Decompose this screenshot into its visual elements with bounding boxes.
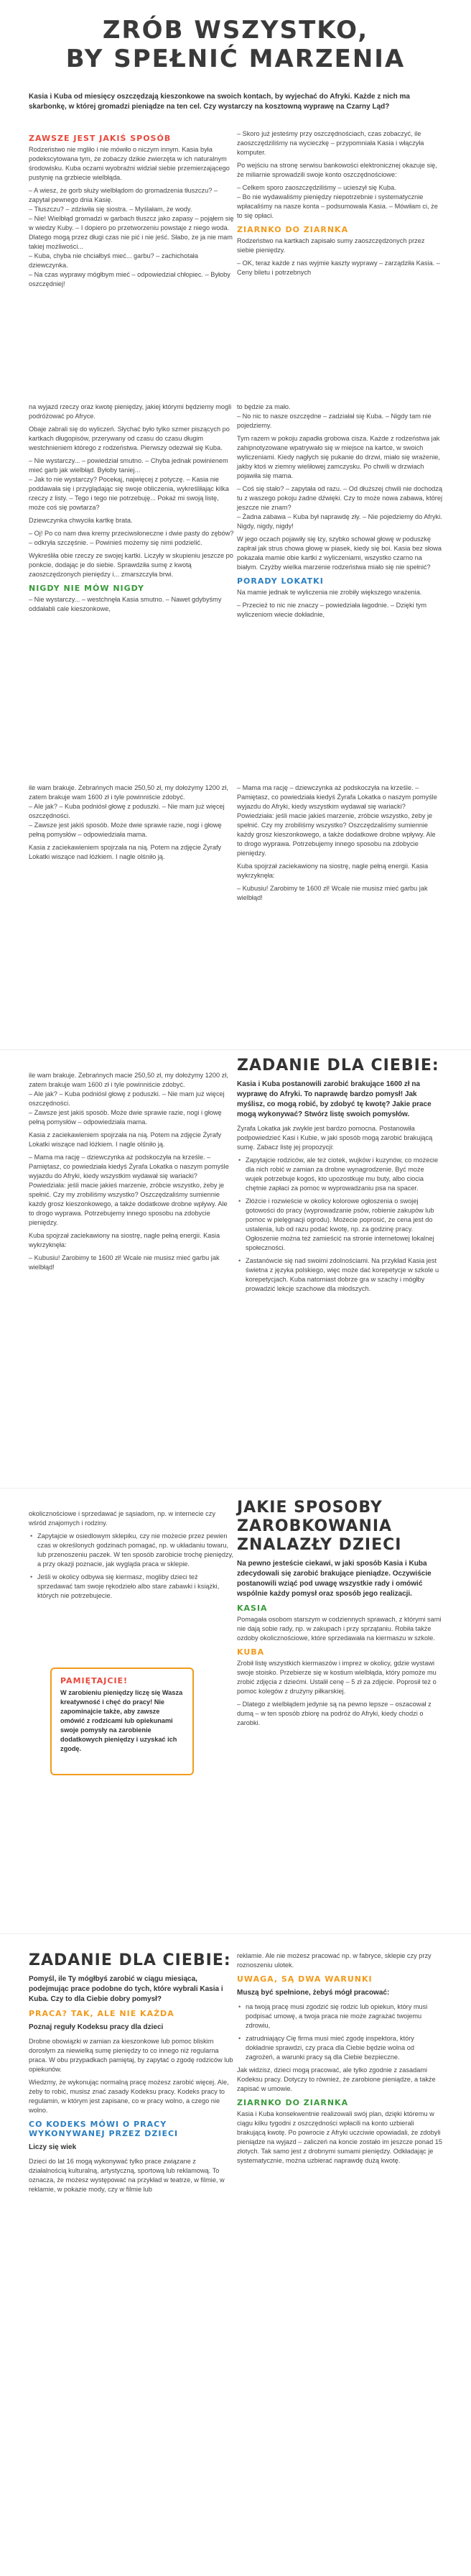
list-item: • Zapytajcie w osiedlowym sklepiku, czy nie możecie przez pewien czas w określonych godzinach pomagać, np. w układaniu towaru, lub przenoszeniu paczek. W ten sposób zarobicie trochę pieniędzy, a przy okazji poznacie, jak wygląda praca w sklepie.: [29, 1532, 234, 1569]
paragraph: Obaje zabrali się do wyliczeń. Słychać było tylko szmer piszących po kartkach długopisów, przerywany od czasu do czasu długim westchnieniem którego z rodzeństwa. Pierwszy odezwał się Kuba.: [29, 426, 230, 451]
divider: [0, 1933, 471, 1934]
paragraph: – Kubusiu! Zarobimy te 1600 zł! Wcale nie musisz mieć garbu jak wielbłąd!: [29, 1254, 220, 1271]
task-for-you-title: ZADANIE DLA CIEBIE:: [237, 1057, 439, 1075]
paragraph: ile wam brakuje. Zebrańnych macie 250,50 zł, my dołożymy 1200 zł, zatem brakuje wam 1600 zł i tyle powinniście zdobyć. – Ale jak? – Kuba podniósł głowę z poduszki. – Nie mam już więcej oszczędności. – Zawsze jest jakiś sposób. Może dwie sprawie razie, nogi i głowę pełną pomysłów – odpowiedziała mama.: [29, 784, 228, 838]
paragraph: Tym razem w pokoju zapadła grobowa cisza. Każde z rodzeństwa jak zahipnotyzowane wpatrywało się w miejsce na kartce, w swoich wyliczeniami. Kiedy nagłych się pukanie do drzwi, miało się wrażenie, jakby ktoś w ziemny wieliłowej zamczysku. Po chwili w drzwiach pojawiła się mama.: [237, 435, 440, 479]
heading-two-conditions: UWAGA, SĄ DWA WARUNKI: [237, 1974, 373, 1984]
section6-left: [29, 1951, 234, 2198]
paragraph: Rodzeństwo nie mgliło i nie mówiło o niczym innym. Kasia była podekscytowana tym, że zobaczy dzikie zwierzęta w ich naturalnym środowisku. Kuba oczami wyobraźni widział siebie przemierzającego pustynię na grzbiecie wielbłąda.: [29, 146, 230, 181]
paragraph: ile wam brakuje. Zebrańnych macie 250,50 zł, my dołożymy 1200 zł, zatem brakuje wam 1600 zł i tyle powinniście zdobyć. – Ale jak? – Kuba podniósł głowę z poduszki. – Nie mam już więcej oszczędności. – Zawsze jest jakiś sposób. Może dwie sprawie razie, nogi i głowę pełną pomysłów – odpowiedziała mama.: [29, 1072, 228, 1126]
section1-left: [29, 129, 234, 293]
section5-left: [29, 1509, 234, 1604]
list-item: • Zapytajcie rodziców, ale też ciotek, wujków i kuzynów, co możecie dla nich robić w zamian za drobne wynagrodzenie. Być może wujek potrzebuje kogoś, kto upozostkuje mu buty, albo ciocia chętnie zapłaci za pomoc w wyprowadzaniu psa na spacer.: [237, 1156, 442, 1193]
task-for-you-title-2: ZADANIE DLA CIEBIE:: [29, 1951, 231, 1969]
section4-right: [237, 1057, 442, 1297]
paragraph: – Mama ma rację – dziewczynka aż podskoczyła na krześle. – Pamiętasz, co powiedziała kiedyś Żyrafa Lokatka o naszym pomyśle wyjazdu do Afryki, kiedy wszystkim wydawał się wariacki? Powiedziała: jeśli macie jakieś marzenie, zróbcie wszystko, żeby je spełnić. Czy my zrobiliśmy wszystko? Oszczędzaliśmy sumiennie każdy grosz kieszonkowego, a także dodatkowe drobne wpływy. Ale to drogo wyprawa. Potrzebujemy innego sposobu na zdobycie pieniędzy.: [29, 1154, 229, 1226]
heading-labour-code-children: CO KODEKS MÓWI O PRACY WYKONYWANEJ PRZEZ DZIECI: [29, 2120, 179, 2138]
divider: [0, 1488, 471, 1489]
task-intro-2: Pomyśl, ile Ty mógłbyś zarobić w ciągu miesiąca, podejmując prace podobne do tych, które wybrali Kasia i Kuba. Czy to dla Ciebie dobry pomysł?: [29, 1975, 223, 2003]
list-item: • Jeśli w okolicy odbywa się kiermasz, mogliby dzieci też sprzedawać tam swoje rękodzieło albo stare zabawki i książki, których nie potrzebujecie.: [29, 1573, 234, 1601]
paragraph: Kasia z zaciekawieniem spojrzała na nią. Potem na zdjęcie Żyrafy Lokatki wiszące nad łóżkiem. I nagle olśniło ją.: [29, 1131, 222, 1148]
paragraph: Wiedzmy, że wykonując normalną pracę możesz zarobić więcej. Ale, żeby to robić, musisz znać zasady Kodeksu pracy. Kodeks pracy to regulamin, w którym jest zapisane, co w pracy wolno, a czego nie wolno.: [29, 2079, 229, 2114]
title-line-1: ZRÓB WSZYSTKO,: [102, 16, 369, 45]
list-item: • Zastanówcie się nad swoimi zdolnościami. Na przykład Kasia jest świetna z języka polskiego, więc może dać korepetycje w szkole u korepetycjach. Kuba natomiast dobrze gra w szachy i mógłby prowadzić lekcje szachowe dla młodszych.: [237, 1256, 442, 1294]
paragraph: – Coś się stało? – zapytała od razu. – Od dłuższej chwili nie dochodzą tu z waszego pokoju żadne dźwięki. Czy to może nowa zabawa, której jeszcze nie znam? – Żadna zabawa – Kuba był naprawdę zły. – Nie pojedziemy do Afryki. Nigdy, nigdy, nigdy!: [237, 485, 442, 530]
section2-left: [29, 402, 234, 617]
paragraph: W jego oczach pojawiły się łzy, szybko schował głowę w poduszkę zapłrał jak strus chowa głowę w piasek, kiedy się boi. Kasia bez słowa pokazała mamie obie kartki z wyliczeniami, wszystko czarno na białym. Czyżby wielka marzenie rodzeństwa miało się nie spełnić?: [237, 535, 442, 571]
paragraph: Jak widzisz, dzieci mogą pracować, ale tylko zgodnie z zasadami Kodeksu pracy. Dotyczy to również, że zarobione pieniądze, a także zapisać w umowie.: [237, 2066, 436, 2092]
heading-kasia: KASIA: [237, 1604, 268, 1613]
page-title: [0, 16, 471, 73]
divider: [0, 1049, 471, 1050]
paragraph: to będzie za mało. – No nic to nasze oszczędne – zadziałał się Kuba. – Nigdy tam nie pojedziemy.: [237, 403, 432, 429]
paragraph: Żyrafa Lokatka jak zwykle jest bardzo pomocna. Postanowiła podpowiedzieć Kasi i Kubie, w jaki sposób mogą zarobić brakującą sumę. Zabacz listę jej propozycji:: [237, 1125, 433, 1151]
section6-right: [237, 1951, 442, 2169]
paragraph: – A wiesz, że gorb służy wielbłądom do gromadzenia tłuszczu? – zapytał pewnego dnia Kasię. – Tłuszczu? – zdziwiła się siostra. – Myślałam, że wody. – Nie! Wielbłąd gromadzi w garbach tłuszcz jako zapasy – pojąłem się w wiedzy Kuby. – I dopiero po przetworzeniu powstaje z niego woda. Dlatego mogą przez długi czas nie pić i nie jeść. Słabo, że ja nie mam takiej możliwości... – Kuba, chyba nie chciałbyś mieć... garbu? – zachichotała dziewczynka. – Na czas wyprawy mógłbym mieć – odpowiedział chłopiec. – Byłoby oszczędniej!: [29, 187, 234, 288]
paragraph: Drobne obowiązki w zamian za kieszonkowe lub pomoc bliskim dorosłym za niewielką sumę pieniędzy to co innego niż regularna praca. W obu przypadkach pamiętaj, by zapytać o zgodę rodziców lub opiekunów.: [29, 2038, 233, 2073]
paragraph: Zrobił listę wszystkich kiermaszów i imprez w okolicy, gdzie wystawi swoje stoisko. Przebierze się w kostium wielbłąda, który pomoże mu zrobić zdjęcia z dziećmi. Ustalił cenę – 5 zł za zdjęcie. Poprosił też o pomoc kolegów z drużyny piłkarskiej.: [237, 1660, 437, 1695]
paragraph: – Celkem sporo zaoszczędziliśmy – ucieszył się Kuba. – Bo nie wydawaliśmy pieniędzy niepotrzebnie i systematycznie wpłacaliśmy na nasze konta – podsumowała Kasia. – Mówiłam ci, że to się opłaci.: [237, 184, 438, 219]
paragraph: Na mamie jednak te wyliczenia nie zrobiły większego wrażenia.: [237, 589, 422, 596]
section3-right: [237, 783, 442, 906]
paragraph: – Dlatego z wielbłądem jedynie są na pewno lepsze – oszacował z dumą – w ten sposób zbiorę na podróż do Afryki, kiedy chodzi o zarobki.: [237, 1701, 432, 1726]
section1-right: [237, 129, 442, 281]
paragraph: – Przecież to nic nie znaczy – powiedziała łagodnie. – Dzięki tym wyliczeniom wiecie dokładnie,: [237, 602, 427, 618]
section5-right: [237, 1499, 442, 1731]
paragraph: na wyjazd rzeczy oraz kwotę pieniędzy, jakiej którymi będziemy mogli podróżować po Afryce.: [29, 403, 232, 420]
paragraph: Kuba spojrzał zaciekawiony na siostrę, nagle pełną energii. Kasia wykrzyknęła:: [29, 1232, 220, 1248]
remember-callout: [50, 1668, 194, 1775]
section2-right: [237, 402, 442, 623]
earning-methods-title: JAKIE SPOSOBY ZAROBKOWANIA ZNALAZŁY DZIECI: [237, 1499, 402, 1554]
paragraph: – Mama ma rację – dziewczynka aż podskoczyła na krześle. – Pamiętasz, co powiedziała kiedyś Żyrafa Lokatka o naszym pomyśle wyjazdu do Afryki, kiedy wszystkim wydawał się wariacki? Powiedziała: jeśli macie jakieś marzenie, zróbcie wszystko, żeby je spełnić. Czy my zrobiliśmy wszystko? Oszczędzaliśmy sumiennie każdy grosz kieszonkowego, a także dodatkowe drobne wpływy. Ale to drogo wyprawa. Potrzebujemy innego sposobu na zdobycie pieniędzy.: [237, 784, 437, 857]
heading-work-yes-but: PRACA? TAK, ALE NIE KAŻDA: [29, 2009, 174, 2018]
heading-lokatka-tips: PORADY LOKATKI: [237, 576, 324, 586]
lead-paragraph: Kasia i Kuba od miesięcy oszczędzają kieszonkowe na swoich kontach, by wyjechać do Afryki. Każde z nich ma skarbonkę, w której gromadzi pieniądze na ten cel. Czy wystarczy na kosztowną wyprawę na Czarny Ląd?: [29, 93, 410, 111]
heading-grain-by-grain-2: ZIARNKO DO ZIARNKA: [237, 2098, 349, 2107]
paragraph: Dzieci do lat 16 mogą wykonywać tylko prace związane z działalnością kulturalną, artystyczną, sportową lub reklamową. To oznacza, że możesz występować na przykład w teatrze, w filmie, w reklamie, w pokazie mody, czy w filmie lub: [29, 2158, 225, 2193]
paragraph: Dziewczynka chwyciła kartkę brata.: [29, 517, 133, 524]
heading-grain-by-grain: ZIARNKO DO ZIARNKA: [237, 225, 349, 234]
conditions-intro: Muszą być spełnione, żebyś mógł pracować:: [237, 1989, 390, 1997]
list-item: • Złóżcie i rozwieście w okolicy kolorowe ogłoszenia o swojej gotowości do pracy (wyprowadzanie psów, robienie zakupów lub pomoc w pielęgnacji ogrodu). Możecie poprosić, że cena jest do ustalenia, lub od razu podać kwotę, np. za godzinę pracy. Ogłoszenie można też zamieścić na stronie internetowej lokalnej społeczności.: [237, 1197, 442, 1253]
task-intro: Kasia i Kuba postanowili zarobić brakujące 1600 zł na wyprawę do Afryki. To naprawdę bardzo pomysł! Jak myślisz, co mogą robić, by zdobyć tę kwotę? Jakie prace mogą wykonywać? Stwórz listę swoich pomysłów.: [237, 1080, 432, 1118]
paragraph: Po wejściu na stronę serwisu bankowości elektronicznej okazuje się, że miliarnie sprowadzili swoje konto oszczędnościowe:: [237, 162, 437, 178]
paragraph: – OK, teraz każde z nas wyjmie kaszty wyprawy – zarządziła Kasia. – Ceny biletu i potrzebnych: [237, 259, 440, 276]
list-item: • zatrudniający Cię firma musi mieć zgodę inspektora, który dokładnie sprawdzi, czy praca dla Ciebie będzie wolna od zagrożeń, a warunki pracy są dla Ciebie bezpieczne.: [237, 2034, 442, 2062]
list-item: • na twoją pracę musi zgodzić się rodzic lub opiekun, który musi podpisać umowę, a twoja praca nie może zagrażać twojemu zdrowiu,: [237, 2002, 442, 2030]
heading-always-a-way: ZAWSZE JEST JAKIŚ SPOSÓB: [29, 134, 172, 143]
paragraph: – Skoro już jesteśmy przy oszczędnościach, czas zobaczyć, ile zaoszczędziliśmy na wycieczkę – przypomniała Kasia i włączyła komputer.: [237, 130, 424, 156]
section4-left: [29, 1071, 234, 1276]
heading-never-say-never: NIGDY NIE MÓW NIGDY: [29, 584, 144, 593]
paragraph: – Nie wystarczy... – powiedział smutno. – Chyba jednak powinienem mieć garb jak wielbłąd. Byłoby taniej... – Jak to nie wystarczy? Pocekaj, najwięcej z potyczę. – Kasia nie poddawała się i przyglądając się swoje obliczenia, wykreśliłając kilka rzeczy z listy. – Tego i tego nie potrzebuję... Pokaż mi swoją listę, może coś się powtarza?: [29, 457, 229, 511]
callout-body: W zarobieniu pieniędzy liczę się Wasza kreatywność i chęć do pracy! Nie zapominajcie także, aby zawsze omówić z rodzicami lub opiekunami swoje pomysły na zarobienie dodatkowych pieniędzy i uzyskać ich zgodę.: [60, 1689, 183, 1752]
paragraph: Kuba spojrzał zaciekawiony na siostrę, nagle pełną energii. Kasia wykrzyknęła:: [237, 862, 429, 879]
paragraph: Rodzeństwo na kartkach zapisało sumy zaoszczędzonych przez siebie pieniędzy.: [237, 237, 425, 254]
title-line-2: BY SPEŁNIĆ MARZENIA: [65, 45, 406, 73]
paragraph: reklamie. Ale nie możesz pracować np. w fabryce, sklepie czy przy roznoszeniu ulotek.: [237, 1952, 432, 1969]
labour-code-subtitle: Poznaj reguły Kodeksu pracy dla dzieci: [29, 2023, 164, 2031]
heading-kuba: KUBA: [237, 1647, 265, 1657]
age-matters: Liczy się wiek: [29, 2143, 77, 2151]
paragraph: okolicznościowe i sprzedawać je sąsiadom, np. w internecie czy wśród znajomych i rodziny.: [29, 1510, 215, 1527]
paragraph: – Nie wystarczy... – westchnęła Kasia smutno. – Nawet gdybyśmy oddałabli cale kieszonkowe,: [29, 596, 222, 612]
paragraph: Kasia i Kuba konsekwentnie realizowali swój plan, dzięki któremu w ciągu kilku tygodni z oszczędności wpłacili na konto uzbierali brakującą kwotę. Po powrocie z Afryki uczciwie opowiadali, że zdobyli pieniądze na wyjazd – zaliczeń na koncie zostało im jeszcze ponad 15 złotych. Tak samo jest z drobnymi sumami pieniędzy. Odkładając je systematycznie, można uzbierać naprawdę dużą kwotę.: [237, 2110, 443, 2164]
paragraph: – Kubusiu! Zarobimy te 1600 zł! Wcale nie musisz mieć garbu jak wielbłąd!: [237, 885, 428, 901]
paragraph: Kasia z zaciekawieniem spojrzała na nią. Potem na zdjęcie Żyrafy Lokatki wiszące nad łóżkiem. I nagle olśniło ją.: [29, 844, 222, 860]
paragraph: – Oj! Po co nam dwa kremy przeciwsłoneczne i dwie pasty do zębów? – odkryła szczęśnie. – Powinieś możemy się nimi podzielić.: [29, 530, 234, 546]
section3-left: [29, 783, 234, 865]
paragraph: Wykreśliła obie rzeczy ze swojej kartki. Liczyły w skupieniu jeszcze po ponkcie, dodając je do siebie. Sprawdziła sumę z kwotą zaoszczędzonych pieniędzy i... zmarszczyła brwi.: [29, 552, 233, 578]
earning-intro: Na pewno jesteście ciekawi, w jaki sposób Kasia i Kuba zdecydowali się zarobić brakujące pieniądze. Oczywiście postanowili wziąć pod uwagę wszystkie rady i omówić wspólnie każdy pomysł oraz sposób jego realizacji.: [237, 1560, 432, 1598]
paragraph: Pomagała osobom starszym w codziennych sprawach, z którymi sami nie dają sobie rady, np. w zakupach i przy sprzątaniu. Robiła także ozdoby okolicznościowe, które sprzedawała na kiermaszu w szkole.: [237, 1616, 442, 1642]
callout-title: PAMIĘTAJCIE!: [60, 1676, 129, 1685]
